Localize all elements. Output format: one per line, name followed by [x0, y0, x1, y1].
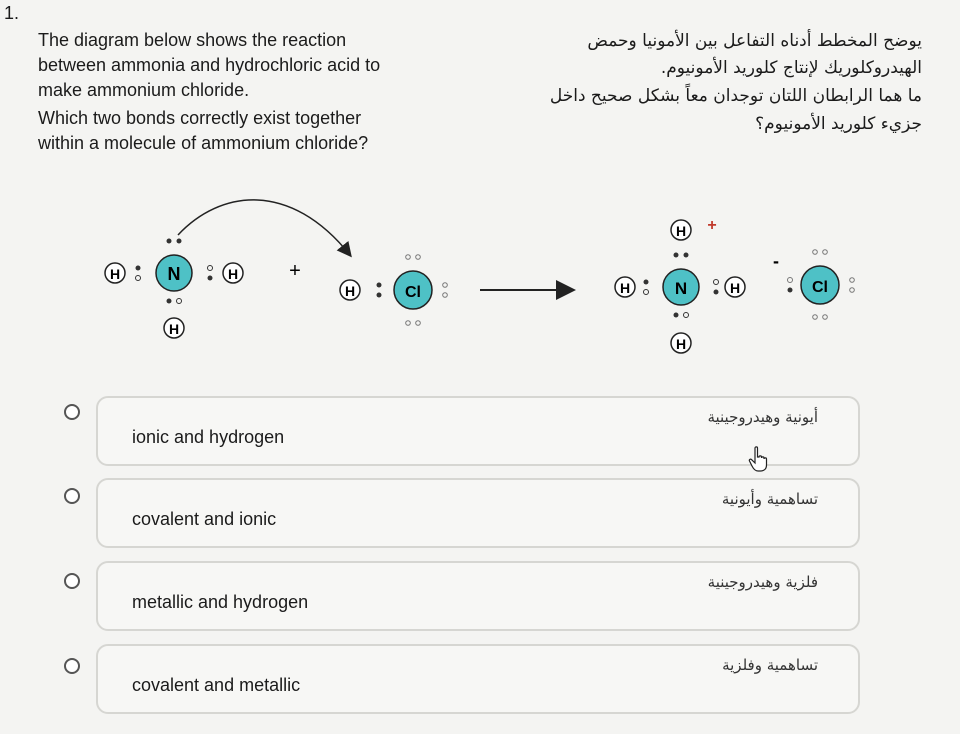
reaction-diagram — [0, 185, 960, 385]
atom-label: N — [167, 264, 181, 284]
anion-charge: - — [773, 251, 779, 271]
question-text-arabic-line: الهيدروكلوريك لإنتاج كلوريد الأمونيوم. — [660, 58, 922, 78]
option-label-arabic: تساهمية وفلزية — [722, 656, 818, 674]
ammonium-ion — [615, 217, 745, 353]
atom-label: Cl — [812, 279, 828, 296]
cation-charge: + — [707, 217, 717, 234]
option-radio[interactable] — [64, 404, 80, 420]
option-label-arabic: فلزية وهيدروجينية — [707, 573, 818, 591]
option-label: metallic and hydrogen — [132, 592, 309, 612]
plus-sign: + — [289, 260, 301, 282]
atom-label: N — [674, 279, 688, 298]
question-text-line: make ammonium chloride. — [38, 80, 250, 100]
answer-option-1[interactable] — [96, 396, 860, 466]
option-radio[interactable] — [64, 488, 80, 504]
question-text-arabic-line: ما هما الرابطان اللتان توجدان معاً بشكل صحيح داخل — [549, 86, 922, 106]
atom-label: Cl — [405, 284, 421, 301]
option-label-arabic: تساهمية وأيونية — [721, 490, 818, 508]
answer-option-3[interactable] — [96, 561, 860, 631]
question-number: 1. — [4, 3, 20, 23]
question-text-line: between ammonia and hydrochloric acid to — [38, 55, 381, 75]
atom-label: H — [619, 280, 631, 296]
question-text-line: The diagram below shows the reaction — [38, 30, 347, 50]
atom-label: H — [344, 283, 356, 299]
question-text-arabic-line: جزيء كلوريد الأمونيوم؟ — [755, 114, 922, 134]
atom-label: H — [675, 336, 687, 352]
ammonia-molecule — [105, 239, 243, 339]
curved-arrow — [178, 200, 350, 255]
atom-label: H — [168, 321, 180, 337]
atom-label: H — [675, 223, 687, 239]
option-label: covalent and ionic — [132, 509, 277, 529]
answer-option-4[interactable] — [96, 644, 860, 714]
question-text-arabic-line: يوضح المخطط أدناه التفاعل بين الأمونيا وحمض — [587, 31, 922, 51]
question-text-line: Which two bonds correctly exist together — [38, 108, 362, 128]
option-label: covalent and metallic — [132, 675, 301, 695]
atom-label: H — [227, 266, 239, 282]
chloride-ion — [773, 250, 854, 320]
hand-cursor-icon — [748, 446, 770, 472]
option-radio[interactable] — [64, 573, 80, 589]
option-label-arabic: أيونية وهيدروجينية — [707, 408, 818, 426]
option-radio[interactable] — [64, 658, 80, 674]
atom-label: H — [729, 280, 741, 296]
question-text-line: within a molecule of ammonium chloride? — [38, 133, 369, 153]
hcl-molecule — [340, 255, 447, 326]
option-label: ionic and hydrogen — [132, 427, 285, 447]
atom-label: H — [109, 266, 121, 282]
answer-option-2[interactable] — [96, 478, 860, 548]
